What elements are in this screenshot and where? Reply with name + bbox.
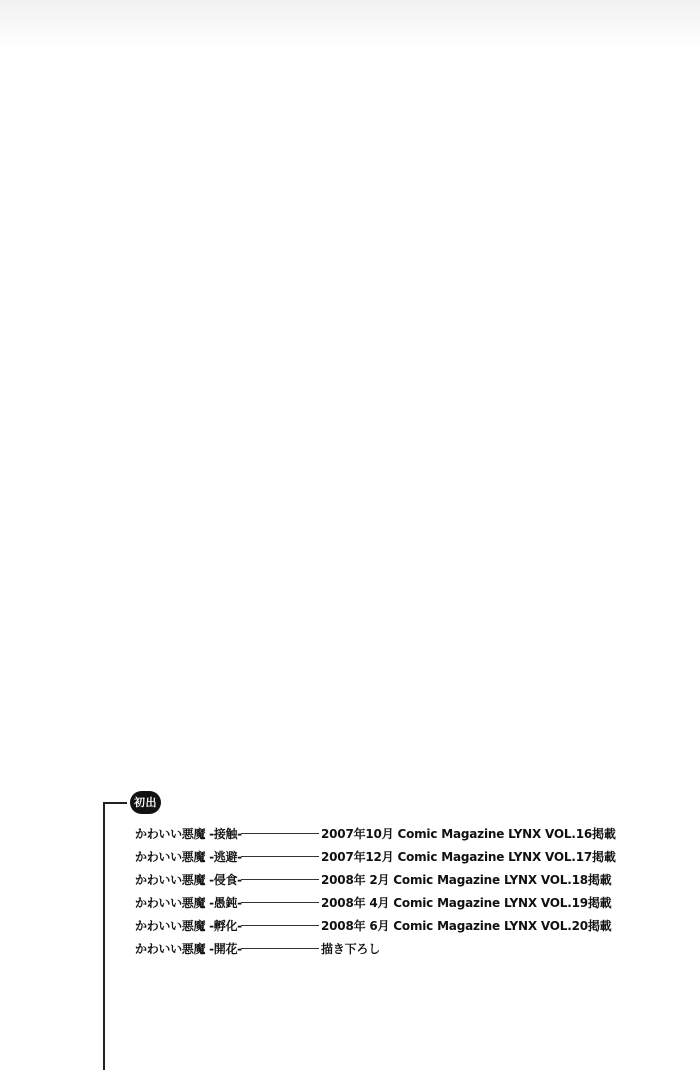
- leader-line: [241, 948, 319, 949]
- story-title: かわいい悪魔 -接触-: [135, 827, 242, 841]
- first-publication-heading: 初出: [130, 791, 161, 814]
- leader-line: [241, 833, 319, 834]
- list-item: [135, 914, 615, 937]
- bracket-side-line: [103, 802, 105, 1070]
- list-item: [135, 891, 615, 914]
- leader-line: [241, 879, 319, 880]
- story-title: かわいい悪魔 -孵化-: [135, 919, 242, 933]
- publication-source: 2008年 6月 Comic Magazine LYNX VOL.20掲載: [321, 919, 612, 933]
- first-publication-list: [135, 822, 615, 960]
- list-item: [135, 822, 615, 845]
- leader-line: [241, 925, 319, 926]
- publication-source: 2008年 4月 Comic Magazine LYNX VOL.19掲載: [321, 896, 612, 910]
- bracket-top-line: [103, 802, 127, 804]
- leader-line: [241, 856, 319, 857]
- publication-source: 描き下ろし: [321, 942, 381, 956]
- list-item: [135, 937, 615, 960]
- publication-source: 2007年12月 Comic Magazine LYNX VOL.17掲載: [321, 850, 616, 864]
- list-item: [135, 868, 615, 891]
- scan-edge-shading: [0, 0, 700, 50]
- story-title: かわいい悪魔 -侵食-: [135, 873, 242, 887]
- leader-line: [241, 902, 319, 903]
- story-title: かわいい悪魔 -逃避-: [135, 850, 242, 864]
- publication-source: 2008年 2月 Comic Magazine LYNX VOL.18掲載: [321, 873, 612, 887]
- story-title: かわいい悪魔 -開花-: [135, 942, 242, 956]
- publication-source: 2007年10月 Comic Magazine LYNX VOL.16掲載: [321, 827, 616, 841]
- story-title: かわいい悪魔 -愚鈍-: [135, 896, 242, 910]
- list-item: [135, 845, 615, 868]
